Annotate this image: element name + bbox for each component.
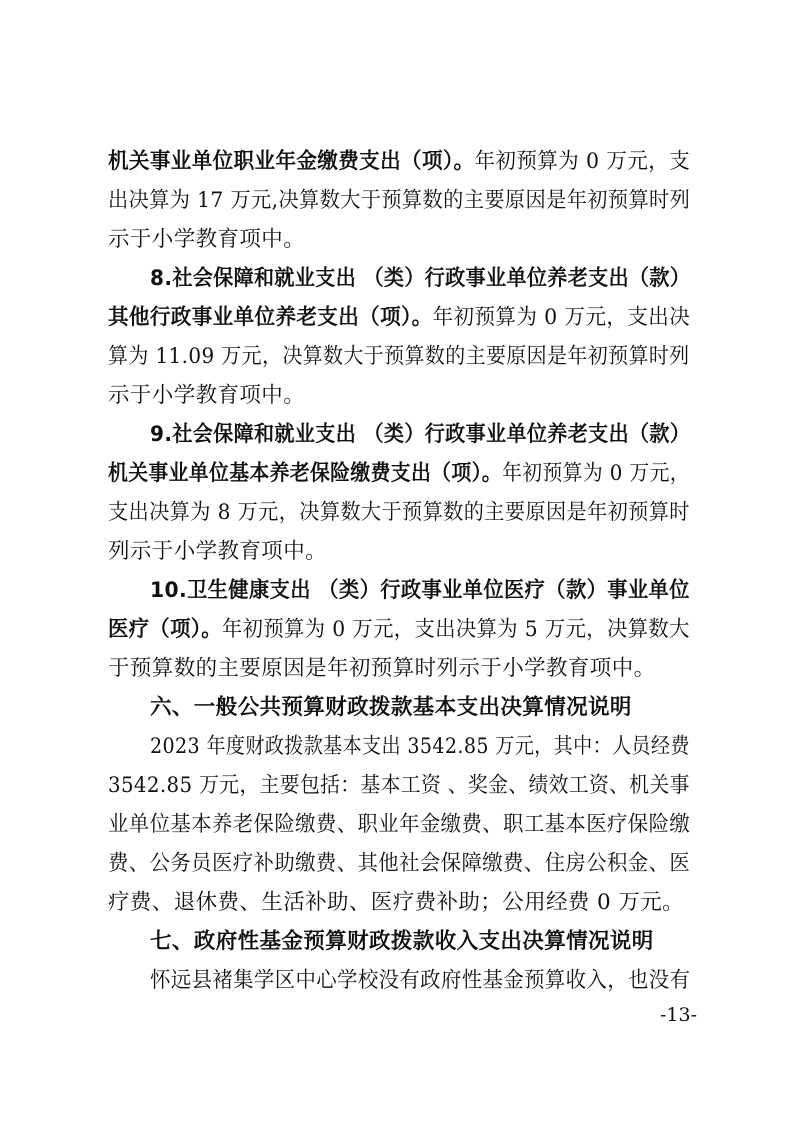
paragraph-line-17 [108,766,690,806]
heading-text: 六、一般公共预算财政拨款基本支出决算情况说明 [150,695,632,720]
paragraph-line-19 [108,844,690,884]
paragraph-line-5 [108,298,690,338]
paragraph-line-11 [108,532,327,572]
line-text: 年初预算为 0 万元，支出决算为 5 万元，决算数大 [221,617,690,642]
section-heading-8 [150,259,690,299]
bold-label: 10.卫生健康支出 （类）行政事业单位医疗（款）事业单位 [150,578,690,603]
line-text: 年初预算为 0 万元，支 [474,149,691,174]
heading-text: 七、政府性基金预算财政拨款收入支出决算情况说明 [150,929,654,954]
line-text: 2023 年度财政拨款基本支出 3542.85 万元，其中：人员经费 [150,734,690,759]
section-heading-seven [150,922,654,962]
line-text: 示于小学教育项中。 [108,383,306,408]
paragraph-line-14 [108,649,656,689]
line-text: 3542.85 万元，主要包括：基本工资 、奖金、绩效工资、机关事 [108,773,690,798]
bold-label: 医疗（项）。 [108,617,222,642]
bold-label: 其他行政事业单位养老支出（项）。 [108,305,433,330]
line-text: 支出决算为 8 万元，决算数大于预算数的主要原因是年初预算时 [108,500,690,525]
bold-label: 机关事业单位基本养老保险缴费支出（项）。 [108,461,503,486]
bold-label: 9.社会保障和就业支出 （类）行政事业单位养老支出（款） [150,422,691,447]
line-text: 示于小学教育项中。 [108,227,306,252]
line-text: 年初预算为 0 万元， [502,461,690,486]
paragraph-line-2 [108,181,690,221]
line-text: 列示于小学教育项中。 [108,539,328,564]
paragraph-line-13 [108,610,690,650]
section-heading-six [150,688,632,728]
paragraph-line-7 [108,376,305,416]
paragraph-line-18 [108,805,690,845]
section-heading-10 [150,571,690,611]
line-text: 费、公务员医疗补助缴费、其他社会保障缴费、住房公积金、医 [108,851,691,876]
paragraph-line-9 [108,454,690,494]
paragraph-line-10 [108,493,690,533]
paragraph-line-3 [108,220,305,260]
line-text: 算为 11.09 万元，决算数大于预算数的主要原因是年初预算时列 [108,344,690,369]
bold-label: 8.社会保障和就业支出 （类）行政事业单位养老支出（款） [150,266,691,291]
bold-label: 机关事业单位职业年金缴费支出（项）。 [108,149,475,174]
paragraph-line-1 [108,142,690,182]
page-number: -13- [659,1004,697,1026]
section-heading-9 [150,415,690,455]
line-text: 疗费、退休费、生活补助、医疗费补助；公用经费 0 万元。 [108,890,685,915]
paragraph-line-6 [108,337,690,377]
line-text: 怀远县褚集学区中心学校没有政府性基金预算收入，也没有 [150,968,691,993]
paragraph-line-20 [108,883,684,923]
paragraph-line-22 [150,961,690,1001]
paragraph-line-16 [150,727,690,767]
line-text: 于预算数的主要原因是年初预算时列示于小学教育项中。 [108,656,656,681]
line-text: 业单位基本养老保险缴费、职业年金缴费、职工基本医疗保险缴 [108,812,691,837]
line-text: 年初预算为 0 万元，支出决 [432,305,691,330]
line-text: 出决算为 17 万元,决算数大于预算数的主要原因是年初预算时列 [108,188,691,213]
